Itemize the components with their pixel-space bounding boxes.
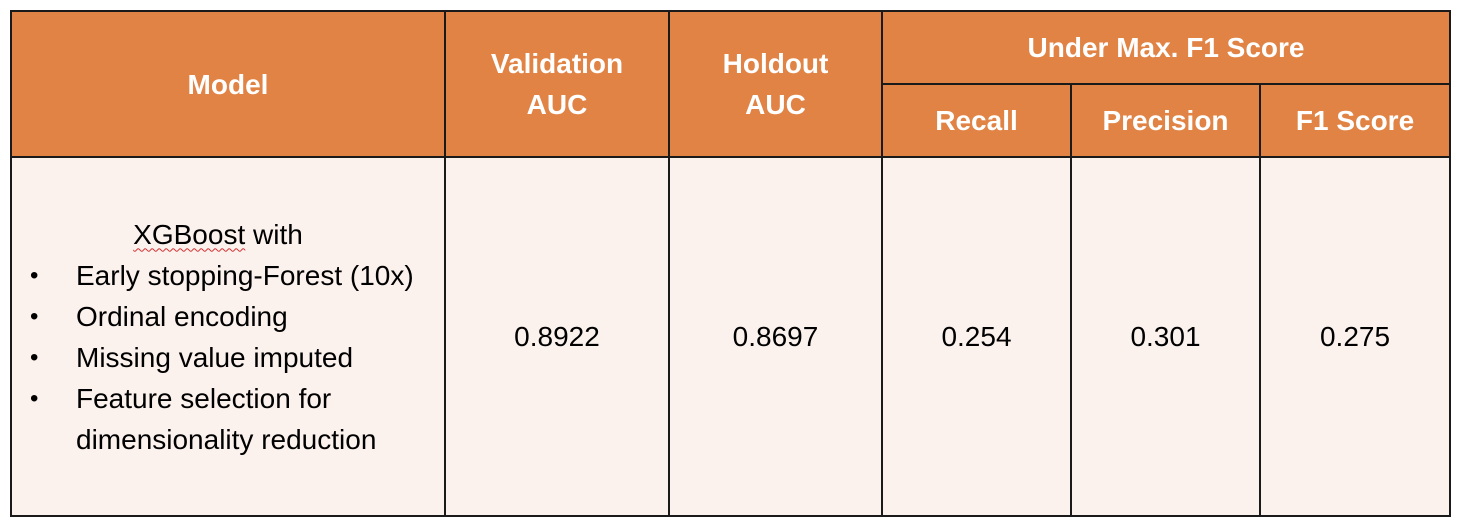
bullet-icon: •: [30, 261, 39, 289]
results-table: [10, 10, 1451, 517]
bullet-icon: •: [30, 384, 39, 412]
cell-model-description: [11, 157, 445, 516]
feature-text: Early stopping-Forest (10x): [76, 259, 414, 291]
bullet-icon: •: [30, 302, 39, 330]
cell-precision: 0.301: [1071, 157, 1260, 516]
feature-text: Ordinal encoding: [76, 300, 288, 332]
list-item: [22, 255, 434, 296]
model-feature-list: [22, 255, 434, 460]
cell-holdout-auc: 0.8697: [669, 157, 882, 516]
feature-text: Feature selection for dimensionality reduction: [76, 382, 377, 455]
model-intro: [22, 214, 414, 255]
cell-f1-score: 0.275: [1260, 157, 1450, 516]
list-item: [22, 337, 434, 378]
header-validation-auc-line1: Validation: [490, 48, 624, 79]
cell-validation-auc: 0.8922: [445, 157, 669, 516]
header-recall: Recall: [882, 84, 1071, 157]
list-item: [22, 296, 434, 337]
model-name-spellcheck: XGBoost: [133, 218, 246, 250]
list-item: [22, 378, 434, 460]
header-holdout-auc: [669, 11, 882, 157]
model-intro-rest: with: [245, 218, 303, 250]
header-validation-auc-line2: AUC: [526, 89, 588, 120]
header-validation-auc: [445, 11, 669, 157]
header-precision: Precision: [1071, 84, 1260, 157]
header-group-max-f1: Under Max. F1 Score: [882, 11, 1450, 84]
table-row: [11, 157, 1450, 516]
feature-text: Missing value imputed: [76, 341, 354, 373]
cell-recall: 0.254: [882, 157, 1071, 516]
header-holdout-auc-line2: AUC: [745, 89, 806, 120]
header-row-top: [11, 11, 1450, 84]
header-f1-score: F1 Score: [1260, 84, 1450, 157]
bullet-icon: •: [30, 343, 39, 371]
header-model: Model: [11, 11, 445, 157]
header-holdout-auc-line1: Holdout: [722, 48, 829, 79]
